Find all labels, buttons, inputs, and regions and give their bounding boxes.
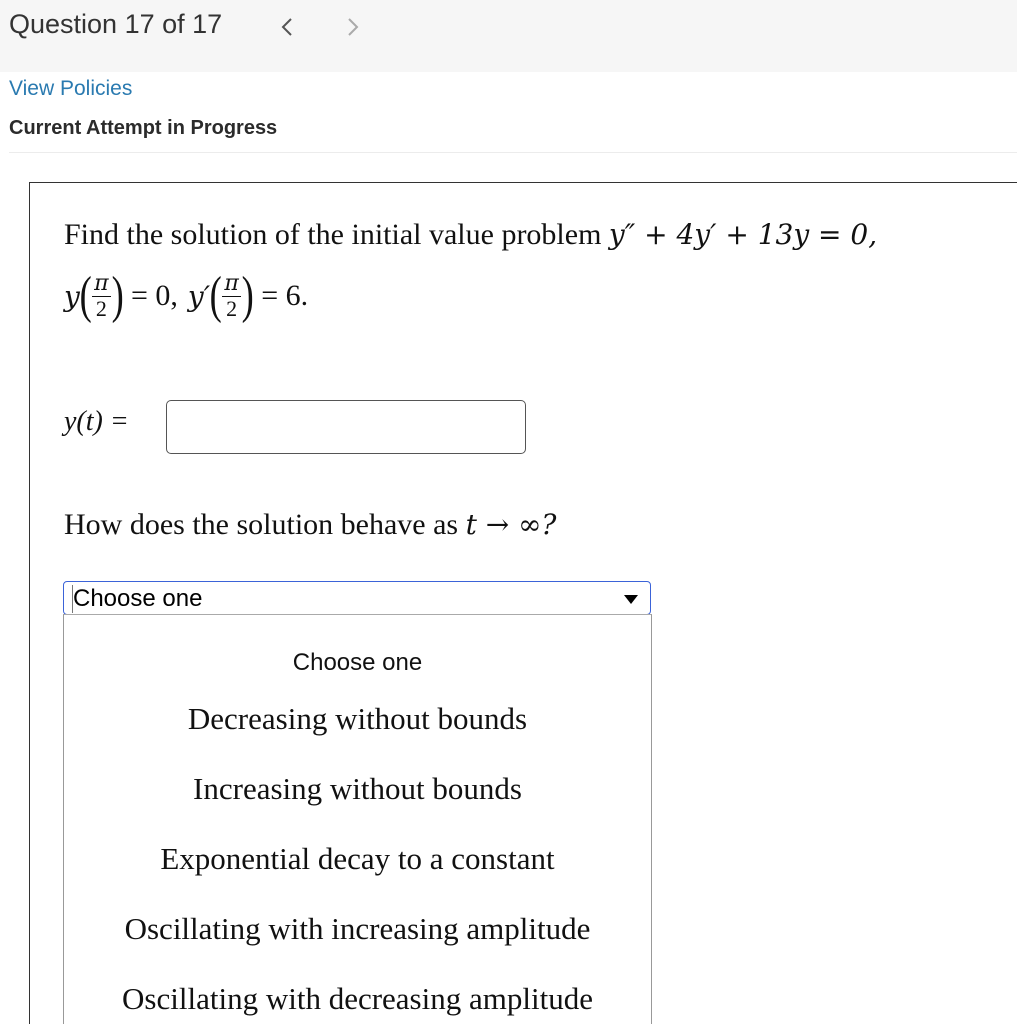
option-decreasing[interactable]: Decreasing without bounds: [187, 701, 528, 736]
behavior-select[interactable]: [63, 581, 651, 615]
answer-input[interactable]: [166, 400, 526, 454]
behavior-options-list: [63, 614, 652, 1024]
option-choose-one[interactable]: Choose one: [292, 649, 423, 676]
behavior-question: [64, 508, 556, 542]
problem-intro: Find the solution of the initial value problem: [64, 218, 602, 251]
right-paren: ): [241, 267, 254, 324]
view-policies-link[interactable]: View Policies: [9, 77, 133, 100]
behavior-prompt: How does the solution behave as: [64, 508, 459, 541]
option-oscillating-decreasing[interactable]: Oscillating with decreasing amplitude: [122, 981, 593, 1016]
initial-conditions: [64, 264, 308, 328]
left-paren: (: [79, 267, 92, 324]
fraction-denominator: 2: [95, 295, 107, 321]
select-current-value: Choose one: [73, 585, 203, 612]
option-oscillating-increasing[interactable]: Oscillating with increasing amplitude: [124, 911, 591, 946]
fraction-denominator: 2: [226, 295, 238, 321]
attempt-status: Current Attempt in Progress: [9, 117, 278, 139]
option-exponential-decay[interactable]: Exponential decay to a constant: [160, 841, 555, 876]
fraction-numerator: π: [224, 271, 239, 297]
chevron-right-icon: [346, 16, 360, 38]
ic2-function: y′: [187, 279, 211, 313]
question-nav-bar: [0, 0, 1017, 72]
divider: [9, 152, 1017, 153]
ic2-value: = 6.: [261, 279, 309, 312]
ic2-fraction: [222, 272, 240, 319]
question-counter: Question 17 of 17: [9, 9, 223, 39]
dropdown-arrow-icon: [624, 595, 638, 604]
next-question-button[interactable]: [338, 10, 368, 44]
ic1-value: = 0,: [130, 279, 178, 312]
behavior-limit: t → ∞?: [465, 508, 557, 541]
problem-statement: [64, 218, 877, 252]
right-paren: ): [111, 267, 124, 324]
answer-label: y(t) =: [64, 406, 129, 437]
fraction-numerator: π: [94, 271, 109, 297]
previous-question-button[interactable]: [272, 10, 302, 44]
chevron-left-icon: [280, 16, 294, 38]
option-increasing[interactable]: Increasing without bounds: [193, 771, 522, 806]
ode-equation: y″ + 4y′ + 13y = 0,: [608, 218, 878, 251]
left-paren: (: [209, 267, 222, 324]
ic1-function: y: [64, 279, 80, 313]
ic1-fraction: [92, 272, 110, 319]
